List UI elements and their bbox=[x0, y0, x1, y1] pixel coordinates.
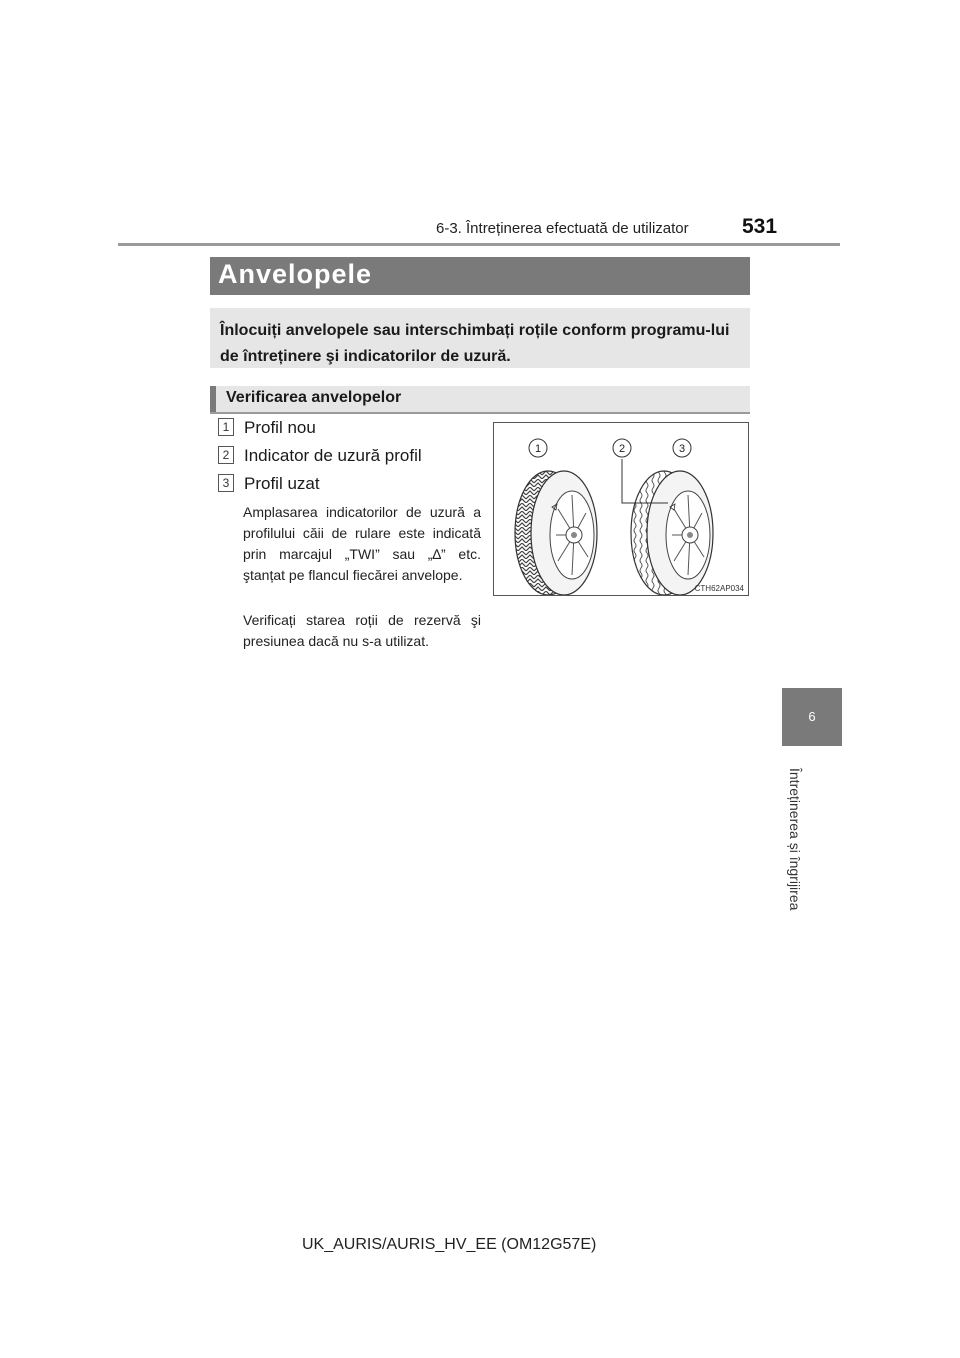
figure-code: CTH62AP034 bbox=[694, 584, 744, 593]
svg-text:1: 1 bbox=[534, 443, 542, 455]
list-item bbox=[218, 446, 422, 466]
list-item bbox=[218, 474, 320, 494]
header-divider bbox=[118, 243, 840, 246]
page-number: 531 bbox=[742, 215, 778, 238]
tire-illustration bbox=[494, 423, 748, 595]
item-number-badge: 1 bbox=[218, 418, 234, 436]
intro-text: Înlocuiți anvelopele sau interschimbați roțile conform programu-lui de întreținere şi indicatorilor de uzură. bbox=[220, 322, 730, 365]
item-label: Profil uzat bbox=[244, 474, 320, 493]
page-title-bar bbox=[210, 257, 750, 295]
subsection-title: Verificarea anvelopelor bbox=[226, 389, 402, 406]
header-section-title: 6-3. Întreținerea efectuată de utilizator bbox=[436, 220, 689, 237]
subsection-divider bbox=[210, 412, 750, 414]
footer-model-code: UK_AURIS/AURIS_HV_EE (OM12G57E) bbox=[302, 1236, 597, 1253]
new-tread-tire bbox=[515, 471, 597, 595]
page-title: Anvelopele bbox=[218, 259, 373, 289]
item-label: Indicator de uzură profil bbox=[244, 446, 422, 465]
callout-2 bbox=[613, 439, 631, 457]
chapter-label-text: Întreținerea și îngrijirea bbox=[787, 768, 803, 911]
body-paragraph: Amplasarea indicatorilor de uzură a profilului căii de rulare este indicată prin marcajul „TWI” sau „∆” etc. ştanțat pe flancul fiecărei anvelope. bbox=[243, 504, 481, 583]
body-paragraph: Verificați starea roții de rezervă şi presiunea dacă nu s-a utilizat. bbox=[243, 612, 481, 649]
list-item bbox=[218, 418, 316, 438]
callout-3 bbox=[673, 439, 691, 457]
callout-1 bbox=[529, 439, 547, 457]
worn-tread-tire bbox=[631, 471, 713, 595]
intro-box bbox=[210, 308, 750, 368]
item-label: Profil nou bbox=[244, 418, 316, 437]
tire-tread-figure bbox=[493, 422, 749, 596]
chapter-tab: 6 bbox=[782, 688, 842, 746]
subsection-bar bbox=[210, 386, 750, 412]
item-number-badge: 2 bbox=[218, 446, 234, 464]
chapter-label bbox=[785, 768, 805, 911]
svg-text:2: 2 bbox=[618, 443, 626, 455]
svg-text:3: 3 bbox=[678, 443, 686, 455]
item-number-badge: 3 bbox=[218, 474, 234, 492]
